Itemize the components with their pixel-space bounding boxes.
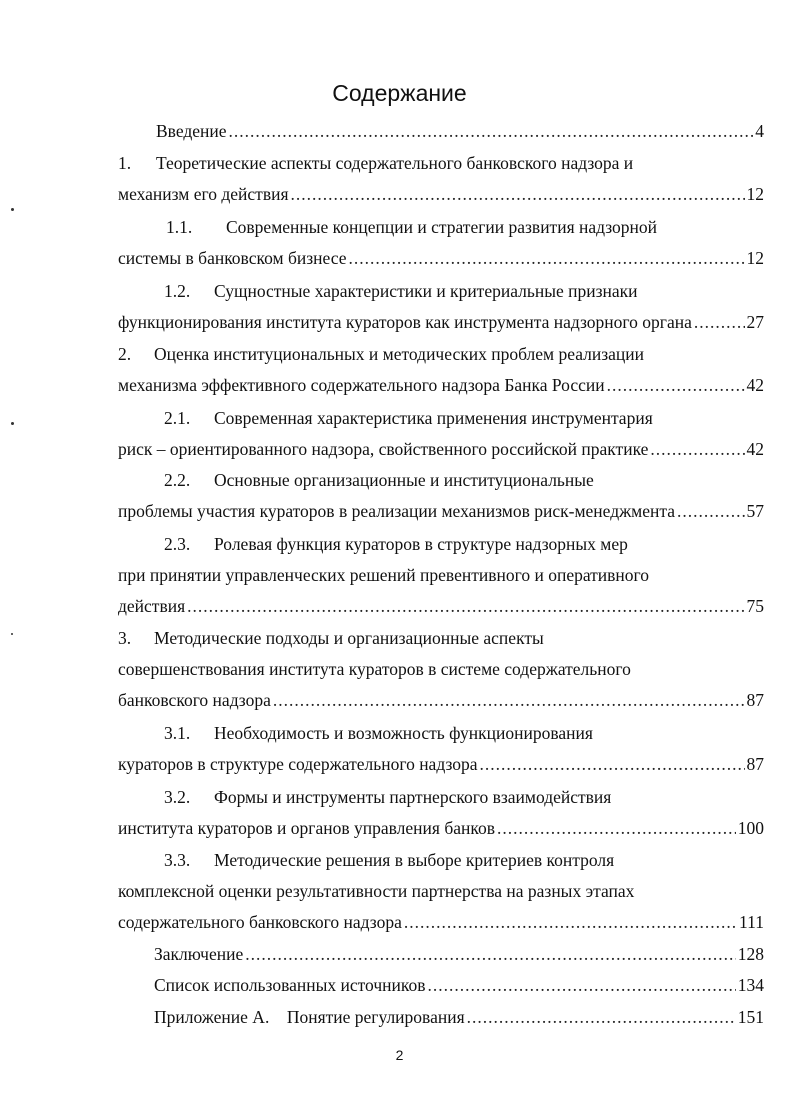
toc-entry-text: Методические подходы и организационные аспекты	[154, 628, 544, 648]
toc-entry-s3-1-line2	[118, 751, 764, 777]
toc-entry-text: механизма эффективного содержательного надзора Банка России	[118, 375, 605, 395]
toc-entry-text: института кураторов и органов управления банков	[118, 818, 495, 838]
toc-section-number: 2.2.	[164, 470, 191, 490]
toc-page-number: 128	[737, 944, 764, 964]
toc-entry-s2-1-line1	[118, 405, 764, 431]
scan-speck	[11, 633, 13, 635]
toc-page-number: 134	[737, 975, 764, 995]
toc-entry-text: содержательного банковского надзора	[118, 912, 402, 932]
toc-page-number: 4	[755, 121, 764, 141]
dot-leader	[607, 372, 745, 398]
dot-leader	[291, 181, 745, 207]
toc-entry-text: Современная характеристика применения инструментария	[214, 408, 653, 428]
toc-entry-conclusion	[118, 941, 764, 967]
toc-entry-s3-3-line1	[118, 847, 764, 873]
toc-entry-text: Введение	[156, 121, 227, 141]
dot-leader	[245, 941, 736, 967]
toc-entry-text: Заключение	[154, 944, 244, 964]
scan-speck	[11, 422, 14, 425]
toc-entry-text: Теоретические аспекты содержательного банковского надзора и	[156, 153, 634, 173]
toc-entry-text: риск – ориентированного надзора, свойственного российской практике	[118, 439, 649, 459]
toc-page-number: 42	[746, 439, 764, 459]
page-number: 2	[395, 1047, 404, 1063]
dot-leader	[650, 436, 744, 462]
toc-entry-s1-1-line1	[118, 214, 764, 240]
page-title: Содержание	[332, 80, 467, 106]
toc-section-number: 1.1.	[166, 217, 193, 237]
toc-entry-text: банковского надзора	[118, 690, 271, 710]
toc-entry-s3-line3	[118, 687, 764, 713]
toc-entry-text: Сущностные характеристики и критериальные признаки	[214, 281, 638, 301]
toc-entry-text: Формы и инструменты партнерского взаимодействия	[214, 787, 612, 807]
dot-leader	[677, 498, 744, 524]
toc-entry-text: Список использованных источников	[154, 975, 426, 995]
toc-entry-text: функционирования института кураторов как инструмента надзорного органа	[118, 312, 692, 332]
toc-section-number: 2.3.	[164, 534, 191, 554]
toc-section-number: 3.3.	[164, 850, 191, 870]
toc-page-number: 27	[746, 312, 764, 332]
toc-page-number: 12	[746, 248, 764, 268]
toc-page-number: 111	[739, 912, 764, 932]
toc-page-number: 12	[746, 184, 764, 204]
toc-entry-text: Современные концепции и стратегии развития надзорной	[226, 217, 658, 237]
toc-entry-text: механизм его действия	[118, 184, 289, 204]
toc-section-number: 3.	[118, 628, 132, 648]
toc-entry-s2-line1	[118, 341, 764, 367]
toc-entry-s1-2-line1	[118, 278, 764, 304]
toc-entry-text: Оценка институциональных и методических проблем реализации	[154, 344, 645, 364]
toc-page-number: 87	[746, 690, 764, 710]
toc-section-number: 2.1.	[164, 408, 191, 428]
toc-entry-text: кураторов в структуре содержательного надзора	[118, 754, 478, 774]
toc-section-number: 3.2.	[164, 787, 191, 807]
toc-entry-text: Необходимость и возможность функционирования	[214, 723, 593, 743]
dot-leader	[497, 815, 736, 841]
toc-entry-s1-line2	[118, 181, 764, 207]
toc-entry-s2-3-line2	[118, 562, 764, 588]
scan-speck	[11, 208, 14, 211]
toc-entry-text: комплексной оценки результативности партнерства на разных этапах	[118, 881, 635, 901]
toc-entry-s3-3-line3	[118, 909, 764, 935]
toc-entry-s1-2-line2	[118, 309, 764, 335]
toc-entry-s1-1-line2	[118, 245, 764, 271]
toc-entry-s2-1-line2	[118, 436, 764, 462]
toc-entry-text: Методические решения в выборе критериев контроля	[214, 850, 615, 870]
dot-leader	[480, 751, 745, 777]
toc-entry-text: системы в банковском бизнесе	[118, 248, 347, 268]
toc-page-number: 87	[746, 754, 764, 774]
toc-section-number: 1.2.	[164, 281, 191, 301]
toc-entry-intro	[118, 118, 764, 144]
toc-entry-text: Приложение А. Понятие регулирования	[154, 1007, 465, 1027]
dot-leader	[229, 118, 754, 144]
toc-entry-s2-line2	[118, 372, 764, 398]
toc-entry-s2-2-line2	[118, 498, 764, 524]
toc-entry-appendix	[118, 1004, 764, 1030]
dot-leader	[467, 1004, 736, 1030]
toc-entry-s2-3-line1	[118, 531, 764, 557]
dot-leader	[273, 687, 745, 713]
toc-section-number: 3.1.	[164, 723, 191, 743]
toc-entry-s3-3-line2	[118, 878, 764, 904]
toc-entry-s3-line2	[118, 656, 764, 682]
dot-leader	[187, 593, 744, 619]
toc-entry-text: совершенствования института кураторов в системе содержательного	[118, 659, 631, 679]
toc-entry-s2-3-line3	[118, 593, 764, 619]
toc-entry-text: проблемы участия кураторов в реализации механизмов риск-менеджмента	[118, 501, 676, 521]
toc-page-number: 57	[746, 501, 764, 521]
toc-entry-s2-2-line1	[118, 467, 764, 493]
toc-section-number: 2.	[118, 344, 132, 364]
toc-entry-s3-line1	[118, 625, 764, 651]
dot-leader	[694, 309, 745, 335]
toc-entry-s3-1-line1	[118, 720, 764, 746]
toc-section-number: 1.	[118, 153, 132, 173]
toc-entry-s1-line1	[118, 150, 764, 176]
toc-entry-text: при принятии управленческих решений превентивного и оперативного	[118, 565, 650, 585]
dot-leader	[428, 972, 736, 998]
toc-entry-text: Основные организационные и институциональные	[214, 470, 594, 490]
toc-entry-s3-2-line2	[118, 815, 764, 841]
toc-page-number: 100	[737, 818, 764, 838]
toc-entry-s3-2-line1	[118, 784, 764, 810]
toc-page-number: 42	[746, 375, 764, 395]
toc-page-number: 75	[746, 596, 764, 616]
toc-entry-text: Ролевая функция кураторов в структуре надзорных мер	[214, 534, 628, 554]
toc-page-number: 151	[737, 1007, 764, 1027]
dot-leader	[404, 909, 737, 935]
toc-entry-text: действия	[118, 596, 186, 616]
dot-leader	[348, 245, 744, 271]
toc-entry-sources	[118, 972, 764, 998]
